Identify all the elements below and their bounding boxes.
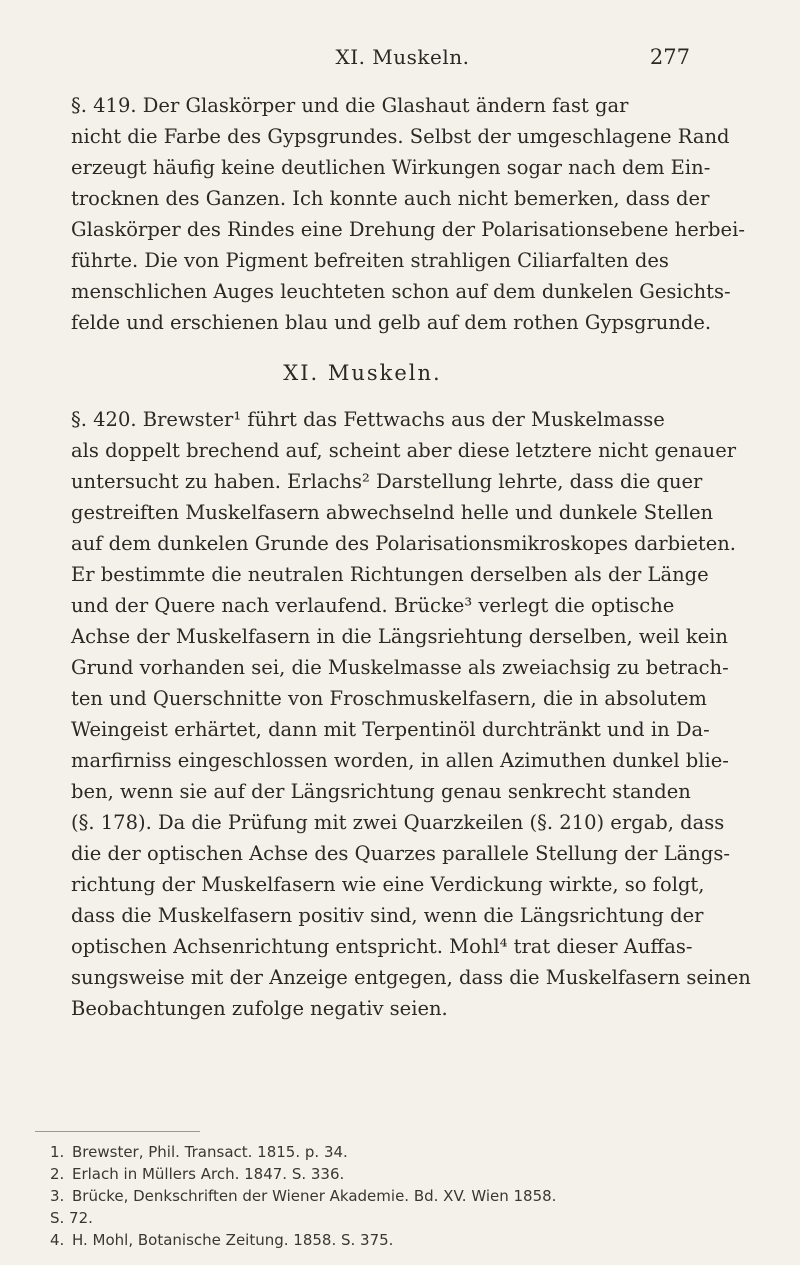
- footnote-number: 2.: [50, 1165, 65, 1183]
- section-heading: XI. Muskeln.: [283, 361, 442, 385]
- paragraph-419: [35, 90, 745, 338]
- paragraph-line: dass die Muskelfasern positiv sind, wenn die Längsrichtung der: [71, 904, 704, 927]
- page-number: 277: [649, 45, 690, 69]
- paragraph-line: erzeugt häufig keine deutlichen Wirkungen sogar nach dem Ein-: [71, 156, 711, 179]
- footnote-number: 1.: [50, 1143, 65, 1161]
- paragraph-line: Er bestimmte die neutralen Richtungen derselben als der Länge: [71, 563, 709, 586]
- footnote-text: H. Mohl, Botanische Zeitung. 1858. S. 375.: [72, 1231, 394, 1249]
- footnote-text: Brücke, Denkschriften der Wiener Akademie. Bd. XV. Wien 1858.: [72, 1187, 557, 1205]
- paragraph-line: als doppelt brechend auf, scheint aber diese letztere nicht genauer: [71, 439, 737, 462]
- paragraph-line: richtung der Muskelfasern wie eine Verdickung wirkte, so folgt,: [71, 873, 705, 896]
- paragraph-line: ben, wenn sie auf der Längsrichtung genau senkrecht standen: [71, 780, 691, 803]
- paragraph-line: und der Quere nach verlaufend. Brücke³ verlegt die optische: [71, 594, 675, 617]
- footnote-continuation: [50, 1207, 675, 1229]
- footnote-number: 3.: [50, 1187, 65, 1205]
- footnote-text: Erlach in Müllers Arch. 1847. S. 336.: [72, 1165, 345, 1183]
- paragraph-line: marfirniss eingeschlossen worden, in allen Azimuthen dunkel blie-: [71, 749, 729, 772]
- running-head: [115, 45, 690, 75]
- paragraph-line: nicht die Farbe des Gypsgrundes. Selbst der umgeschlagene Rand: [71, 125, 730, 148]
- paragraph-line: auf dem dunkelen Grunde des Polarisationsmikroskopes darbieten.: [71, 532, 736, 555]
- body-text: [35, 90, 751, 1024]
- paragraph-line: [35, 90, 690, 121]
- footnote-item: [50, 1141, 675, 1163]
- paragraph-line: Achse der Muskelfasern in die Längsriehtung derselben, weil kein: [71, 625, 728, 648]
- section-number-420: §. 420.: [71, 408, 137, 431]
- paragraph-line: ten und Querschnitte von Froschmuskelfasern, die in absolutem: [71, 687, 707, 710]
- paragraph-420: [35, 404, 751, 1024]
- paragraph-line: optischen Achsenrichtung entspricht. Mohl⁴ trat dieser Auffas-: [71, 935, 693, 958]
- paragraph-line: (§. 178). Da die Prüfung mit zwei Quarzkeilen (§. 210) ergab, dass: [71, 811, 725, 834]
- footnote-item: [50, 1163, 675, 1185]
- paragraph-line: menschlichen Auges leuchteten schon auf dem dunkelen Gesichts-: [71, 280, 731, 303]
- running-title: XI. Muskeln.: [335, 45, 470, 69]
- footnote-item: [50, 1185, 675, 1207]
- paragraph-line: die der optischen Achse des Quarzes parallele Stellung der Längs-: [71, 842, 730, 865]
- paragraph-line-text: Brewster¹ führt das Fettwachs aus der Muskelmasse: [142, 408, 665, 431]
- footnote-text: S. 72.: [50, 1209, 93, 1227]
- paragraph-line: Glaskörper des Rindes eine Drehung der Polarisationsebene herbei-: [71, 218, 745, 241]
- paragraph-line: gestreiften Muskelfasern abwechselnd helle und dunkele Stellen: [71, 501, 714, 524]
- paragraph-line-text: Der Glaskörper und die Glashaut ändern fast gar: [142, 94, 629, 117]
- paragraph-line: trocknen des Ganzen. Ich konnte auch nicht bemerken, dass der: [71, 187, 710, 210]
- footnote-divider: [35, 1131, 200, 1132]
- paragraph-line: sungsweise mit der Anzeige entgegen, dass die Muskelfasern seinen: [71, 966, 751, 989]
- paragraph-line: untersucht zu haben. Erlachs² Darstellung lehrte, dass die quer: [71, 470, 703, 493]
- footnote-item: [50, 1229, 675, 1251]
- paragraph-line: führte. Die von Pigment befreiten strahligen Ciliarfalten des: [71, 249, 669, 272]
- paragraph-line: [35, 404, 690, 435]
- paragraph-line: Weingeist erhärtet, dann mit Terpentinöl durchtränkt und in Da-: [71, 718, 710, 741]
- paragraph-line: Beobachtungen zufolge negativ seien.: [71, 997, 448, 1020]
- footnote-number: 4.: [50, 1231, 65, 1249]
- section-number-419: §. 419.: [71, 94, 137, 117]
- paragraph-line: felde und erschienen blau und gelb auf dem rothen Gypsgrunde.: [71, 311, 712, 334]
- footnotes: [50, 1141, 675, 1251]
- footnote-text: Brewster, Phil. Transact. 1815. p. 34.: [72, 1143, 348, 1161]
- paragraph-line: Grund vorhanden sei, die Muskelmasse als zweiachsig zu betrach-: [71, 656, 729, 679]
